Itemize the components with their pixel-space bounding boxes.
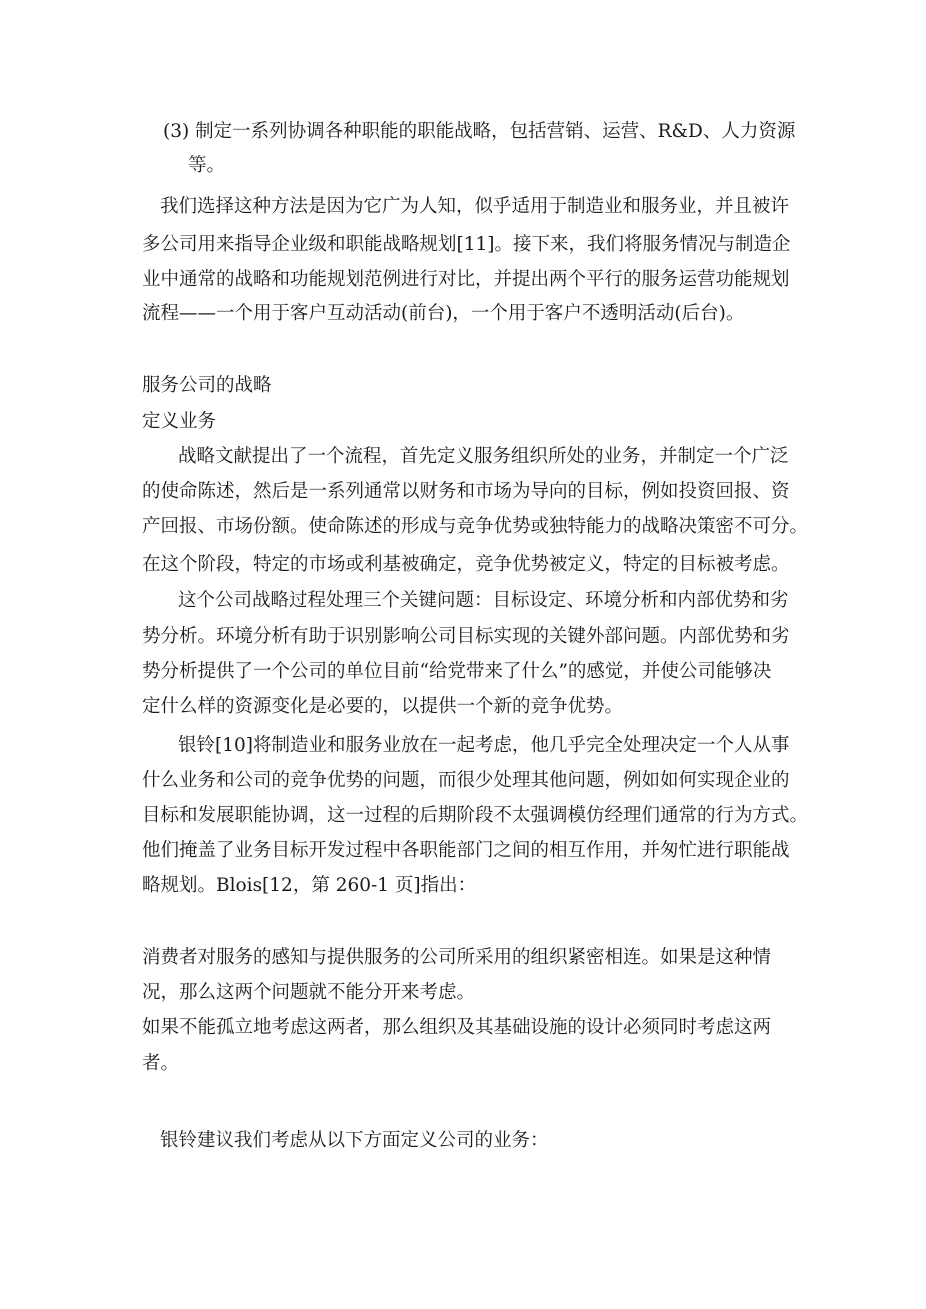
paragraph-4-line-3: 目标和发展职能协调，这一过程的后期阶段不太强调模仿经理们通常的行为方式。 (142, 805, 809, 826)
list-item-3-line-2: 等。 (188, 155, 226, 176)
paragraph-4-line-4: 他们掩盖了业务目标开发过程中各职能部门之间的相互作用，并匆忙进行职能战 (142, 840, 790, 861)
paragraph-1-line-2: 多公司用来指导企业级和职能战略规划[11]。接下来，我们将服务情况与制造企 (142, 234, 791, 255)
list-item-3-line-1: (3) 制定一系列协调各种职能的职能战略，包括营销、运营、R&D、人力资源 (163, 121, 796, 142)
paragraph-3-line-1: 这个公司战略过程处理三个关键问题：目标设定、环境分析和内部优势和劣 (178, 590, 789, 611)
section-heading: 服务公司的战略 (142, 375, 272, 396)
quote-line-3: 如果不能孤立地考虑这两者，那么组织及其基础设施的设计必须同时考虑这两 (142, 1017, 772, 1038)
paragraph-1-line-1: 我们选择这种方法是因为它广为人知，似乎适用于制造业和服务业，并且被许 (160, 196, 790, 217)
quote-line-1: 消费者对服务的感知与提供服务的公司所采用的组织紧密相连。如果是这种情 (142, 947, 772, 968)
paragraph-3-line-3: 势分析提供了一个公司的单位目前“给党带来了什么”的感觉，并使公司能够决 (142, 661, 772, 682)
paragraph-1-line-4: 流程——一个用于客户互动活动(前台)，一个用于客户不透明活动(后台)。 (142, 303, 745, 324)
paragraph-3-line-2: 势分析。环境分析有助于识别影响公司目标实现的关键外部问题。内部优势和劣 (142, 626, 790, 647)
paragraph-4-line-1: 银铃[10]将制造业和服务业放在一起考虑，他几乎完全处理决定一个人从事 (178, 735, 790, 756)
paragraph-4-line-5: 略规划。Blois[12，第 260-1 页]指出： (142, 875, 477, 896)
paragraph-2-line-3: 产回报、市场份额。使命陈述的形成与竞争优势或独特能力的战略决策密不可分。 (142, 516, 809, 537)
quote-line-4: 者。 (142, 1053, 180, 1074)
paragraph-2-line-2: 的使命陈述，然后是一系列通常以财务和市场为导向的目标，例如投资回报、资 (142, 481, 790, 502)
paragraph-2-line-1: 战略文献提出了一个流程，首先定义服务组织所处的业务，并制定一个广泛 (178, 446, 789, 467)
paragraph-3-line-4: 定什么样的资源变化是必要的，以提供一个新的竞争优势。 (142, 696, 624, 717)
subsection-heading: 定义业务 (142, 411, 217, 432)
quote-line-2: 况，那么这两个问题就不能分开来考虑。 (142, 982, 476, 1003)
paragraph-5: 银铃建议我们考虑从以下方面定义公司的业务： (160, 1130, 549, 1151)
paragraph-4-line-2: 什么业务和公司的竞争优势的问题，而很少处理其他问题，例如如何实现企业的 (142, 770, 790, 791)
paragraph-1-line-3: 业中通常的战略和功能规划范例进行对比，并提出两个平行的服务运营功能规划 (142, 269, 790, 290)
paragraph-2-line-4: 在这个阶段，特定的市场或利基被确定，竞争优势被定义，特定的目标被考虑。 (142, 554, 790, 575)
